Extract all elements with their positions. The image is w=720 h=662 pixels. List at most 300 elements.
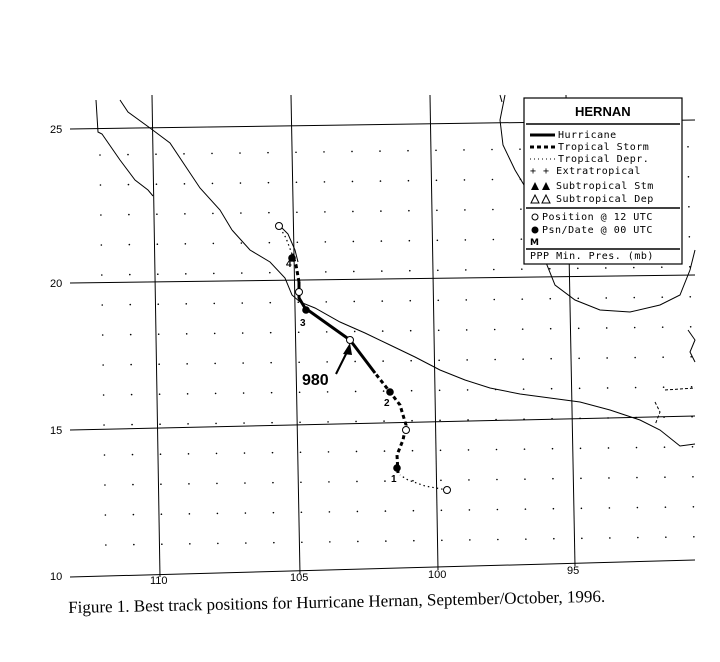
grid-dot — [215, 393, 217, 395]
grid-dot — [157, 243, 159, 245]
grid-dot — [465, 239, 467, 241]
grid-dot — [239, 152, 241, 154]
grid-dot — [216, 483, 218, 485]
grid-dot — [273, 512, 275, 514]
legend-item-subtropical-storm: Subtropical Stm — [556, 181, 654, 192]
grid-dot — [215, 423, 217, 425]
track-hurricane — [299, 282, 375, 373]
grid-dot — [689, 296, 691, 298]
grid-dot — [494, 329, 496, 331]
grid-dot — [245, 512, 247, 514]
grid-dot — [492, 209, 494, 211]
grid-dot — [357, 511, 359, 513]
grid-dot — [664, 476, 666, 478]
grid-dot — [244, 452, 246, 454]
grid-dot — [298, 331, 300, 333]
grid-dot — [493, 239, 495, 241]
grid-dot — [329, 541, 331, 543]
grid-dot — [297, 241, 299, 243]
grid-dot — [580, 478, 582, 480]
grid-dot — [184, 213, 186, 215]
grid-dot — [272, 482, 274, 484]
grid-dot — [637, 537, 639, 539]
grid-dot — [383, 420, 385, 422]
grid-dot — [128, 214, 130, 216]
legend-item-subtropical-depression: Subtropical Dep — [556, 194, 654, 205]
grid-dot — [467, 389, 469, 391]
grid-dot — [550, 358, 552, 360]
longitude-label: 110 — [150, 575, 168, 587]
grid-dot — [468, 449, 470, 451]
grid-dot — [185, 243, 187, 245]
grid-dot — [155, 153, 157, 155]
legend-item-hurricane: Hurricane — [558, 130, 617, 141]
grid-dot — [382, 360, 384, 362]
grid-dot — [580, 448, 582, 450]
grid-dot — [105, 514, 107, 516]
grid-dot — [186, 333, 188, 335]
grid-dot — [437, 239, 439, 241]
grid-dot — [411, 420, 413, 422]
grid-dot — [329, 511, 331, 513]
grid-dot — [440, 449, 442, 451]
grid-dot — [385, 540, 387, 542]
grid-dot — [133, 544, 135, 546]
longitude-label: 100 — [428, 569, 447, 581]
grid-dot — [323, 151, 325, 153]
grid-dot — [296, 181, 298, 183]
grid-dot — [692, 446, 694, 448]
grid-dot — [355, 391, 357, 393]
grid-dot — [187, 393, 189, 395]
grid-dot — [189, 513, 191, 515]
grid-dot — [497, 509, 499, 511]
grid-dot — [410, 330, 412, 332]
grid-dot — [213, 273, 215, 275]
grid-dot — [439, 419, 441, 421]
grid-dot — [497, 539, 499, 541]
grid-dot — [156, 183, 158, 185]
grid-dot — [273, 542, 275, 544]
grid-dot — [633, 297, 635, 299]
grid-dot — [579, 388, 581, 390]
grid-dot — [465, 299, 467, 301]
grid-dot — [212, 213, 214, 215]
grid-dot — [469, 509, 471, 511]
grid-dot — [325, 271, 327, 273]
grid-dot — [608, 477, 610, 479]
grid-dot — [211, 153, 213, 155]
grid-dot — [634, 357, 636, 359]
grid-dot — [439, 389, 441, 391]
grid-dot — [100, 214, 102, 216]
grid-dot — [101, 244, 103, 246]
grid-dot — [693, 506, 695, 508]
grid-dot — [156, 213, 158, 215]
grid-dot — [412, 480, 414, 482]
grid-dot — [216, 453, 218, 455]
grid-dot — [381, 300, 383, 302]
grid-dot — [158, 333, 160, 335]
grid-dot — [636, 477, 638, 479]
grid-dot — [161, 513, 163, 515]
grid-dot — [577, 298, 579, 300]
latitude-label: 20 — [50, 278, 63, 290]
grid-dot — [551, 418, 553, 420]
grid-dot — [553, 538, 555, 540]
grid-dot — [101, 304, 103, 306]
grid-dot — [356, 451, 358, 453]
grid-dot — [581, 508, 583, 510]
track-depression-end — [279, 226, 292, 254]
grid-dot — [240, 212, 242, 214]
grid-dot — [525, 508, 527, 510]
grid-dot — [185, 273, 187, 275]
grid-dot — [469, 539, 471, 541]
grid-dot — [437, 299, 439, 301]
grid-dot — [633, 267, 635, 269]
grid-dot — [129, 304, 131, 306]
grid-dot — [605, 267, 607, 269]
grid-dot — [690, 326, 692, 328]
grid-dot — [691, 386, 693, 388]
grid-dot — [407, 150, 409, 152]
grid-dot — [382, 330, 384, 332]
grid-dot — [214, 333, 216, 335]
grid-dot — [663, 416, 665, 418]
grid-dot — [522, 328, 524, 330]
border-line — [655, 388, 695, 425]
grid-dot — [435, 149, 437, 151]
grid-dot — [687, 146, 689, 148]
grid-dot — [269, 272, 271, 274]
grid-dot — [496, 449, 498, 451]
grid-dot — [551, 388, 553, 390]
grid-dot — [465, 269, 467, 271]
grid-dot — [357, 541, 359, 543]
grid-dot — [635, 387, 637, 389]
grid-dot — [212, 183, 214, 185]
grid-dot — [496, 479, 498, 481]
grid-dot — [214, 363, 216, 365]
grid-dot — [523, 388, 525, 390]
grid-dot — [609, 537, 611, 539]
grid-dot — [102, 364, 104, 366]
grid-dot — [157, 273, 159, 275]
grid-dot — [552, 448, 554, 450]
filled-circle-icon — [532, 227, 539, 234]
grid-dot — [408, 210, 410, 212]
grid-dot — [240, 182, 242, 184]
grid-dot — [662, 356, 664, 358]
grid-dot — [104, 484, 106, 486]
grid-dot — [689, 236, 691, 238]
grid-dot — [384, 480, 386, 482]
grid-dot — [242, 362, 244, 364]
grid-dot — [159, 393, 161, 395]
grid-dot — [466, 329, 468, 331]
grid-dot — [268, 182, 270, 184]
grid-dot — [493, 299, 495, 301]
grid-dot — [353, 301, 355, 303]
position-00utc-marker — [386, 388, 394, 396]
legend-title: HERNAN — [575, 104, 631, 119]
latitude-label: 15 — [50, 425, 63, 437]
grid-dot — [408, 180, 410, 182]
grid-dot — [157, 303, 159, 305]
grid-dot — [578, 328, 580, 330]
grid-dot — [520, 208, 522, 210]
grid-dot — [299, 421, 301, 423]
grid-dot — [243, 392, 245, 394]
position-12utc-marker — [444, 487, 451, 494]
grid-dot — [606, 357, 608, 359]
legend-item-tropical-depression: Tropical Depr. — [558, 154, 650, 165]
grid-dot — [213, 303, 215, 305]
grid-dot — [328, 451, 330, 453]
grid-dot — [217, 543, 219, 545]
track-depression-start — [400, 475, 447, 490]
grid-dot — [492, 179, 494, 181]
grid-dot — [691, 416, 693, 418]
position-12utc-marker — [403, 427, 410, 434]
grid-dot — [688, 206, 690, 208]
grid-dot — [354, 361, 356, 363]
grid-dot — [464, 179, 466, 181]
grid-dot — [411, 390, 413, 392]
legend — [524, 98, 682, 264]
grid-dot — [129, 274, 131, 276]
grid-dot — [187, 423, 189, 425]
grid-dot — [301, 511, 303, 513]
grid-dot — [301, 541, 303, 543]
position-12utc-marker — [276, 223, 283, 230]
grid-dot — [466, 359, 468, 361]
grid-dot — [413, 510, 415, 512]
grid-dot — [663, 386, 665, 388]
grid-dot — [441, 509, 443, 511]
grid-dot — [524, 478, 526, 480]
grid-dot — [132, 454, 134, 456]
grid-dot — [188, 483, 190, 485]
grid-dot — [380, 210, 382, 212]
grid-dot — [101, 274, 103, 276]
grid-dot — [464, 209, 466, 211]
longitude-label: 95 — [567, 565, 580, 577]
grid-dot — [608, 447, 610, 449]
grid-dot — [326, 361, 328, 363]
grid-dot — [131, 424, 133, 426]
grid-dot — [523, 418, 525, 420]
grid-dot — [437, 269, 439, 271]
grid-dot — [160, 483, 162, 485]
grid-dot — [521, 298, 523, 300]
grid-dot — [665, 506, 667, 508]
grid-dot — [267, 152, 269, 154]
grid-dot — [130, 334, 132, 336]
grid-dot — [352, 181, 354, 183]
grid-dot — [692, 476, 694, 478]
position-12utc-marker — [296, 289, 303, 296]
grid-dot — [495, 419, 497, 421]
grid-dot — [661, 296, 663, 298]
legend-item-extratropical: + + Extratropical — [530, 166, 641, 177]
grid-dot — [105, 544, 107, 546]
storm-track — [279, 226, 447, 490]
grid-dot — [353, 271, 355, 273]
grid-dot — [463, 149, 465, 151]
grid-dot — [381, 270, 383, 272]
longitude-label: 105 — [290, 572, 309, 584]
grid-dot — [189, 543, 191, 545]
track-point-label: 2 — [384, 398, 390, 409]
figure-caption: Figure 1. Best track positions for Hurricane Hernan, September/October, 1996. — [68, 586, 606, 617]
grid-dot — [328, 481, 330, 483]
grid-dot — [299, 391, 301, 393]
grid-dot — [636, 447, 638, 449]
grid-dot — [693, 536, 695, 538]
legend-item-pressure: PPP Min. Pres. (mb) — [530, 251, 654, 262]
grid-dot — [100, 184, 102, 186]
grid-dot — [436, 209, 438, 211]
latitude-label: 10 — [50, 571, 63, 583]
grid-dot — [244, 482, 246, 484]
grid-dot — [552, 478, 554, 480]
grid-dot — [441, 539, 443, 541]
grid-dot — [327, 421, 329, 423]
grid-dot — [440, 479, 442, 481]
grid-dot — [409, 300, 411, 302]
grid-dot — [662, 326, 664, 328]
legend-item-tropical-storm: Tropical Storm — [558, 142, 650, 153]
grid-dot — [295, 151, 297, 153]
grid-dot — [579, 418, 581, 420]
grid-dot — [664, 446, 666, 448]
grid-dot — [438, 329, 440, 331]
grid-dot — [352, 211, 354, 213]
grid-dot — [493, 269, 495, 271]
grid-dot — [354, 331, 356, 333]
grid-dot — [606, 327, 608, 329]
grid-dot — [609, 507, 611, 509]
legend-item-position-12utc: Position @ 12 UTC — [542, 212, 653, 223]
grid-dot — [524, 448, 526, 450]
grid-dot — [298, 361, 300, 363]
grid-dot — [351, 151, 353, 153]
position-12utc-marker — [347, 337, 354, 344]
grid-dot — [270, 332, 272, 334]
grid-dot — [103, 394, 105, 396]
track-point-label: 4 — [286, 259, 292, 270]
grid-dot — [413, 540, 415, 542]
position-00utc-marker — [393, 464, 401, 472]
grid-dot — [300, 451, 302, 453]
grid-dot — [522, 358, 524, 360]
grid-dot — [160, 453, 162, 455]
grid-dot — [99, 154, 101, 156]
grid-dot — [581, 538, 583, 540]
pressure-arrow-head — [343, 343, 352, 355]
grid-dot — [272, 452, 274, 454]
grid-dot — [271, 422, 273, 424]
grid-dot — [268, 212, 270, 214]
grid-dot — [243, 422, 245, 424]
grid-dot — [661, 266, 663, 268]
grid-dot — [324, 181, 326, 183]
grid-dot — [553, 508, 555, 510]
grid-dot — [104, 454, 106, 456]
grid-dot — [577, 268, 579, 270]
grid-dot — [327, 391, 329, 393]
grid-dot — [634, 327, 636, 329]
grid-dot — [188, 453, 190, 455]
grid-dot — [381, 240, 383, 242]
grid-dot — [353, 241, 355, 243]
grid-dot — [270, 362, 272, 364]
grid-dot — [184, 183, 186, 185]
grid-dot — [297, 301, 299, 303]
grid-dot — [325, 241, 327, 243]
grid-dot — [185, 303, 187, 305]
grid-dot — [384, 450, 386, 452]
grid-dot — [467, 419, 469, 421]
pressure-label: 980 — [302, 372, 329, 389]
grid-dot — [607, 417, 609, 419]
grid-dot — [128, 184, 130, 186]
grid-dot — [324, 211, 326, 213]
grid-dot — [410, 360, 412, 362]
grid-dot — [383, 390, 385, 392]
grid-dot — [607, 387, 609, 389]
grid-dot — [241, 272, 243, 274]
grid-dot — [637, 507, 639, 509]
grid-dot — [271, 392, 273, 394]
grid-dot — [133, 514, 135, 516]
date-marker-icon: M — [530, 238, 539, 248]
grid-dot — [161, 543, 163, 545]
grid-dot — [549, 298, 551, 300]
grid-dot — [159, 423, 161, 425]
grid-dot — [269, 242, 271, 244]
grid-dot — [325, 301, 327, 303]
grid-dot — [241, 302, 243, 304]
grid-dot — [521, 238, 523, 240]
grid-dot — [550, 328, 552, 330]
grid-dot — [296, 211, 298, 213]
grid-dot — [380, 180, 382, 182]
grid-dot — [519, 148, 521, 150]
grid-dot — [245, 542, 247, 544]
grid-dot — [379, 150, 381, 152]
grid-dot — [356, 481, 358, 483]
latitude-label: 25 — [50, 124, 63, 136]
grid-dot — [468, 479, 470, 481]
grid-dot — [688, 176, 690, 178]
grid-dot — [438, 359, 440, 361]
grid-dot — [217, 513, 219, 515]
grid-dot — [521, 268, 523, 270]
track-point-label: 3 — [300, 318, 306, 329]
grid-dot — [326, 331, 328, 333]
grid-dot — [102, 334, 104, 336]
grid-dot — [385, 510, 387, 512]
grid-dot — [494, 359, 496, 361]
grid-dot — [158, 363, 160, 365]
grid-dot — [300, 481, 302, 483]
grid-dot — [186, 363, 188, 365]
grid-dot — [578, 358, 580, 360]
grid-dot — [436, 179, 438, 181]
